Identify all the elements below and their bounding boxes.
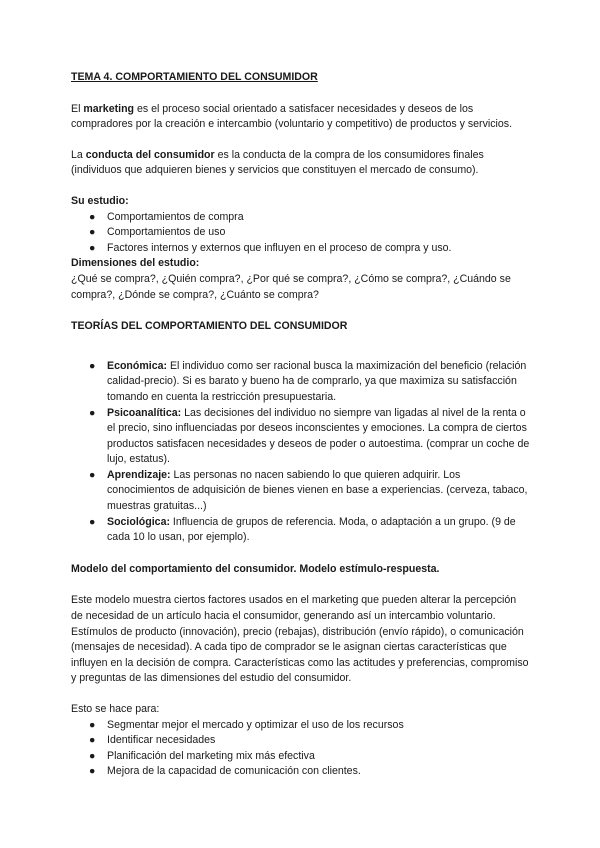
modelo-heading: Modelo del comportamiento del consumidor. Modelo estímulo-respuesta. [71, 562, 440, 575]
list-item: ● Planificación del marketing mix más efectiva [87, 749, 530, 765]
estudio-list [71, 210, 530, 257]
marketing-prefix: El [71, 102, 84, 115]
marketing-text: es el proceso social orientado a satisfacer necesidades y deseos de los compradores por la creación e intercambio (voluntario y competitivo) de productos y servicios. [71, 102, 513, 131]
list-item: ● Identificar necesidades [87, 733, 530, 749]
teorias-heading: TEORÍAS DEL COMPORTAMIENTO DEL CONSUMIDOR [71, 320, 348, 333]
esto-intro: Esto se hace para: [71, 703, 160, 715]
marketing-term: marketing [83, 102, 135, 115]
bullet-icon: ● [89, 406, 96, 419]
theory-term: Económica: [107, 359, 168, 372]
list-item: ● Segmentar mejor el mercado y optimizar el uso de los recursos [87, 718, 530, 734]
bullet-icon: ● [89, 241, 96, 254]
conducta-prefix: La [71, 148, 86, 161]
theory-term: Psicoanalítica: [107, 406, 182, 419]
list-item: ● Factores internos y externos que influyen en el proceso de compra y uso. [87, 241, 530, 257]
bullet-icon: ● [89, 359, 96, 372]
list-item: ● Comportamientos de uso [87, 225, 530, 241]
esto-list [71, 718, 530, 780]
bullet-icon: ● [89, 734, 96, 747]
marketing-definition [71, 102, 530, 133]
bullet-icon: ● [89, 515, 96, 528]
dimensiones-heading: Dimensiones del estudio: [71, 257, 200, 270]
bullet-icon: ● [89, 749, 96, 762]
bullet-icon: ● [89, 718, 96, 731]
list-item: ● Psicoanalítica: Las decisiones del individuo no siempre van ligadas al nivel de la renta o el precio, sino influenciadas por deseos inconscientes y emociones. La compra de ciertos productos satisfacen necesidades y deseos de poder o autoestima. (comprar un coche de lujo, estatus). [89, 406, 530, 466]
bullet-icon: ● [89, 210, 96, 223]
modelo-text: Este modelo muestra ciertos factores usados en el marketing que pueden alterar la percepción de necesidad de un artículo hacia el consumidor, generando así un intercambio voluntario. Estímulos de producto (innovación), precio (rebajas), distribución (envío rápido), o comunicación (mensajes de necesidad). A cada tipo de comprador se le asignan ciertas características que influyen en la decisión de compra. Características como las actitudes y preferencias, compromiso y preguntas de las dimensiones del estudio del consumidor. [71, 594, 529, 685]
bullet-icon: ● [89, 468, 96, 481]
conducta-term: conducta del consumidor [85, 148, 215, 161]
list-item: ● Económica: El individuo como ser racional busca la maximización del beneficio (relación calidad-precio). Si es barato y bueno ha de comprarlo, ya que maximiza su satisfacción tomando en cuenta la restricción presupuestaria. [89, 359, 527, 403]
list-item: ● Mejora de la capacidad de comunicación con clientes. [87, 764, 530, 780]
theory-term: Aprendizaje: [107, 468, 171, 481]
teorias-list [71, 359, 530, 546]
list-item: ● Sociológica: Influencia de grupos de referencia. Moda, o adaptación a un grupo. (9 de cada 10 lo usan, por ejemplo). [89, 515, 516, 544]
estudio-heading: Su estudio: [71, 194, 129, 207]
page-title: TEMA 4. COMPORTAMIENTO DEL CONSUMIDOR [71, 71, 318, 83]
theory-term: Sociológica: [107, 515, 170, 528]
list-item: ● Comportamientos de compra [87, 210, 530, 226]
list-item: ● Aprendizaje: Las personas no nacen sabiendo lo que quieren adquirir. Los conocimientos de adquisición de bienes vienen en base a experiencias. (cerveza, tabaco, muestras gratuitas...) [89, 468, 528, 513]
conducta-text: es la conducta de la compra de los consumidores finales (individuos que adquieren bienes y servicios que constituyen el mercado de consumo). [71, 148, 484, 177]
conducta-definition [71, 148, 530, 179]
bullet-icon: ● [89, 765, 96, 778]
bullet-icon: ● [89, 226, 96, 239]
dimensiones-text: ¿Qué se compra?, ¿Quién compra?, ¿Por qué se compra?, ¿Cómo se compra?, ¿Cuándo se compra?, ¿Dónde se compra?, ¿Cuánto se compra? [71, 272, 511, 301]
